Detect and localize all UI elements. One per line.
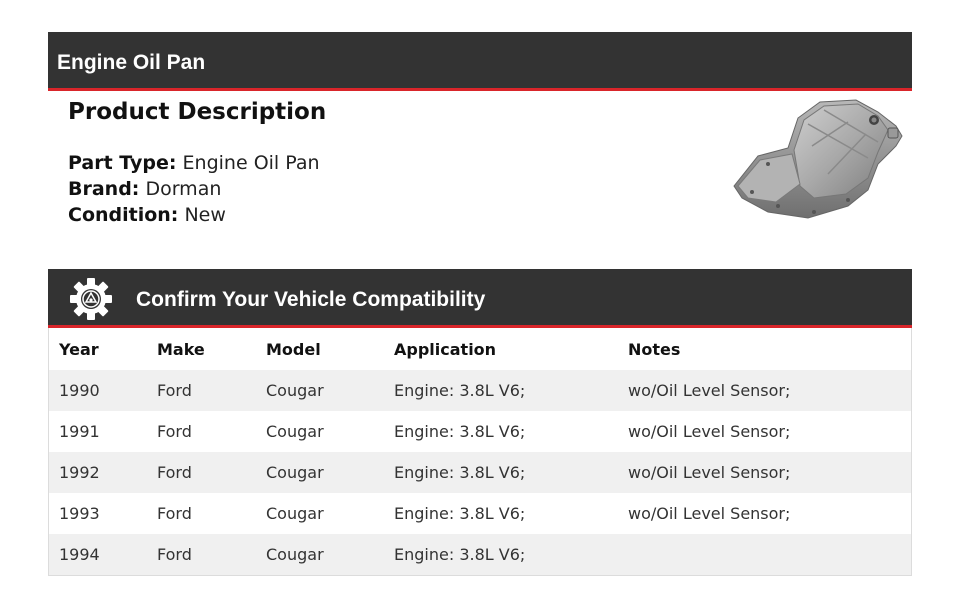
spec-brand xyxy=(68,176,326,202)
cell-year: 1991 xyxy=(59,422,100,441)
column-header-make: Make xyxy=(147,328,256,370)
cell-model: Cougar xyxy=(266,463,324,482)
description-heading: Product Description xyxy=(68,99,327,125)
compatibility-title: Confirm Your Vehicle Compatibility xyxy=(136,288,486,311)
engine-oil-pan-image xyxy=(728,94,906,226)
cell-model: Cougar xyxy=(266,504,324,523)
title-bar xyxy=(48,32,912,91)
cell-application: Engine: 3.8L V6; xyxy=(394,422,526,441)
spec-part-type xyxy=(68,150,326,176)
column-header-year: Year xyxy=(49,328,148,370)
cell-notes xyxy=(618,534,912,576)
table-row xyxy=(49,370,912,411)
column-header-application: Application xyxy=(384,328,618,370)
cell-application: Engine: 3.8L V6; xyxy=(394,504,526,523)
product-description xyxy=(68,96,326,228)
cell-year: 1992 xyxy=(59,463,100,482)
cell-make: Ford xyxy=(157,422,192,441)
cell-notes: wo/Oil Level Sensor; xyxy=(628,381,791,400)
spec-value: New xyxy=(184,204,226,226)
column-header-notes: Notes xyxy=(618,328,912,370)
table-row xyxy=(49,534,912,576)
spec-label: Brand: xyxy=(68,178,140,200)
product-title: Engine Oil Pan xyxy=(57,51,206,74)
cell-application: Engine: 3.8L V6; xyxy=(394,463,526,482)
table-header-row xyxy=(49,328,912,370)
spec-condition xyxy=(68,202,326,228)
table-row xyxy=(49,452,912,493)
compatibility-table xyxy=(48,328,912,576)
cell-year: 1994 xyxy=(59,545,100,564)
spec-value: Dorman xyxy=(145,178,222,200)
cell-model: Cougar xyxy=(266,422,324,441)
table-row xyxy=(49,411,912,452)
spec-list xyxy=(68,150,326,228)
cell-make: Ford xyxy=(157,381,192,400)
column-header-model: Model xyxy=(256,328,384,370)
gear-icon xyxy=(69,277,113,321)
table-row xyxy=(49,493,912,534)
cell-application: Engine: 3.8L V6; xyxy=(394,545,526,564)
cell-year: 1990 xyxy=(59,381,100,400)
cell-model: Cougar xyxy=(266,545,324,564)
cell-make: Ford xyxy=(157,504,192,523)
cell-make: Ford xyxy=(157,463,192,482)
cell-application: Engine: 3.8L V6; xyxy=(394,381,526,400)
cell-notes: wo/Oil Level Sensor; xyxy=(628,463,791,482)
cell-notes: wo/Oil Level Sensor; xyxy=(628,504,791,523)
cell-notes: wo/Oil Level Sensor; xyxy=(628,422,791,441)
spec-label: Condition: xyxy=(68,204,179,226)
cell-make: Ford xyxy=(157,545,192,564)
cell-model: Cougar xyxy=(266,381,324,400)
compatibility-bar xyxy=(48,269,912,328)
spec-value: Engine Oil Pan xyxy=(182,152,320,174)
cell-year: 1993 xyxy=(59,504,100,523)
spec-label: Part Type: xyxy=(68,152,177,174)
